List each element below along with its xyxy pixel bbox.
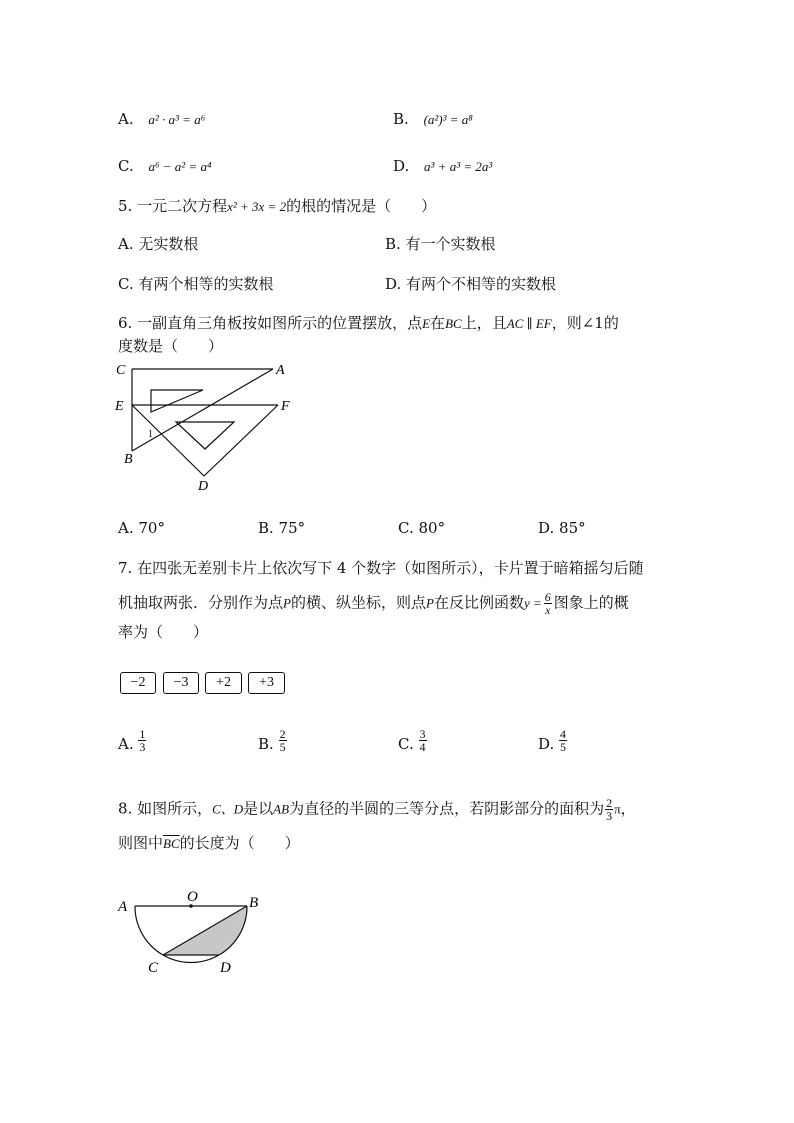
q6-stem-line2: 度数是（ ） — [118, 337, 224, 355]
q8-arc-bc: $\overline{BC}$ — [163, 836, 180, 851]
label-f: F — [281, 399, 290, 414]
label-a: A — [118, 899, 128, 915]
inner-triangle-lower — [176, 422, 234, 449]
q6-option-c: C. 80° — [398, 519, 446, 537]
q4-option-d: D. a³ + a³ = 2a³ — [393, 157, 493, 175]
q7-card-3: +2 — [205, 672, 242, 694]
q6-option-a: A. 70° — [118, 519, 165, 537]
q7-card-4: +3 — [248, 672, 285, 694]
line-fd — [204, 405, 278, 476]
q5-option-b: B. 有一个实数根 — [385, 235, 496, 253]
q7-line1: 7. 在四张无差别卡片上依次写下 4 个数字（如图所示），卡片置于暗箱摇匀后随 — [118, 559, 644, 577]
label-b: B — [124, 452, 133, 467]
q5-stem: 5. 一元二次方程x² + 3x = 2的根的情况是（ ） — [118, 197, 437, 215]
q5-option-c: C. 有两个相等的实数根 — [118, 275, 274, 293]
q5-option-a: A. 无实数根 — [118, 235, 199, 253]
q4-option-b-expr: (a²)³ = a⁸ — [423, 112, 473, 127]
q4-option-b: B. (a²)³ = a⁸ — [393, 110, 473, 128]
q4-option-c: C. a⁶ − a² = a⁴ — [118, 157, 212, 175]
label-o: O — [187, 889, 198, 905]
q5-option-d: D. 有两个不相等的实数根 — [385, 275, 557, 293]
label-d: D — [198, 479, 209, 494]
q6-stem: 6. 一副直角三角板按如图所示的位置摆放，点E在BC上，且AC ∥ EF，则∠1的 — [118, 314, 619, 332]
q7-option-b: B. $\frac{2}{5}$ — [258, 727, 286, 754]
arc-ac — [135, 906, 163, 955]
q4-option-a-expr: a² · a³ = a⁶ — [148, 112, 206, 127]
q7-card-2: −3 — [163, 672, 199, 694]
q4-option-d-expr: a³ + a³ = 2a³ — [424, 159, 493, 174]
label-c: C — [148, 960, 159, 976]
inner-triangle-upper — [151, 390, 203, 412]
q7-line3: 率为（ ） — [118, 623, 209, 641]
q7-card-1: −2 — [120, 672, 156, 694]
q7-option-d: D. $\frac{4}{5}$ — [538, 727, 567, 754]
line-ab — [132, 369, 273, 451]
q6-option-b: B. 75° — [258, 519, 306, 537]
q4-option-a: A. a² · a³ = a⁶ — [118, 110, 206, 128]
q6-option-d: D. 85° — [538, 519, 586, 537]
q5-equation: x² + 3x = 2 — [227, 199, 287, 214]
q8-semicircle-figure — [112, 888, 272, 980]
label-angle-1: 1 — [148, 429, 153, 440]
q8-line2: 则图中$\overline{BC}$的长度为（ ） — [118, 834, 300, 852]
q7-function-fraction: $\frac{6}{x}$ — [544, 590, 551, 617]
q6-triangle-figure — [110, 360, 310, 495]
q8-line1: 8. 如图所示，C、D是以AB为直径的半圆的三等分点，若阴影部分的面积为 $\frac{2}{3}$ π， — [118, 796, 636, 823]
q7-option-c: C. $\frac{3}{4}$ — [398, 727, 426, 754]
label-d: D — [220, 960, 231, 976]
label-b: B — [249, 895, 259, 911]
q7-option-a: A. $\frac{1}{3}$ — [118, 727, 146, 754]
label-c: C — [116, 363, 126, 378]
q8-area-fraction: $\frac{2}{3}$ — [606, 796, 613, 823]
q7-line2: 机抽取两张．分别作为点P的横、纵坐标，则点P在反比例函数y = $\frac{6}{x}$ 图象上的概 — [118, 590, 629, 617]
label-e: E — [115, 399, 124, 414]
label-a: A — [276, 363, 285, 378]
arc-cd — [163, 955, 219, 963]
q4-option-c-expr: a⁶ − a² = a⁴ — [148, 159, 212, 174]
